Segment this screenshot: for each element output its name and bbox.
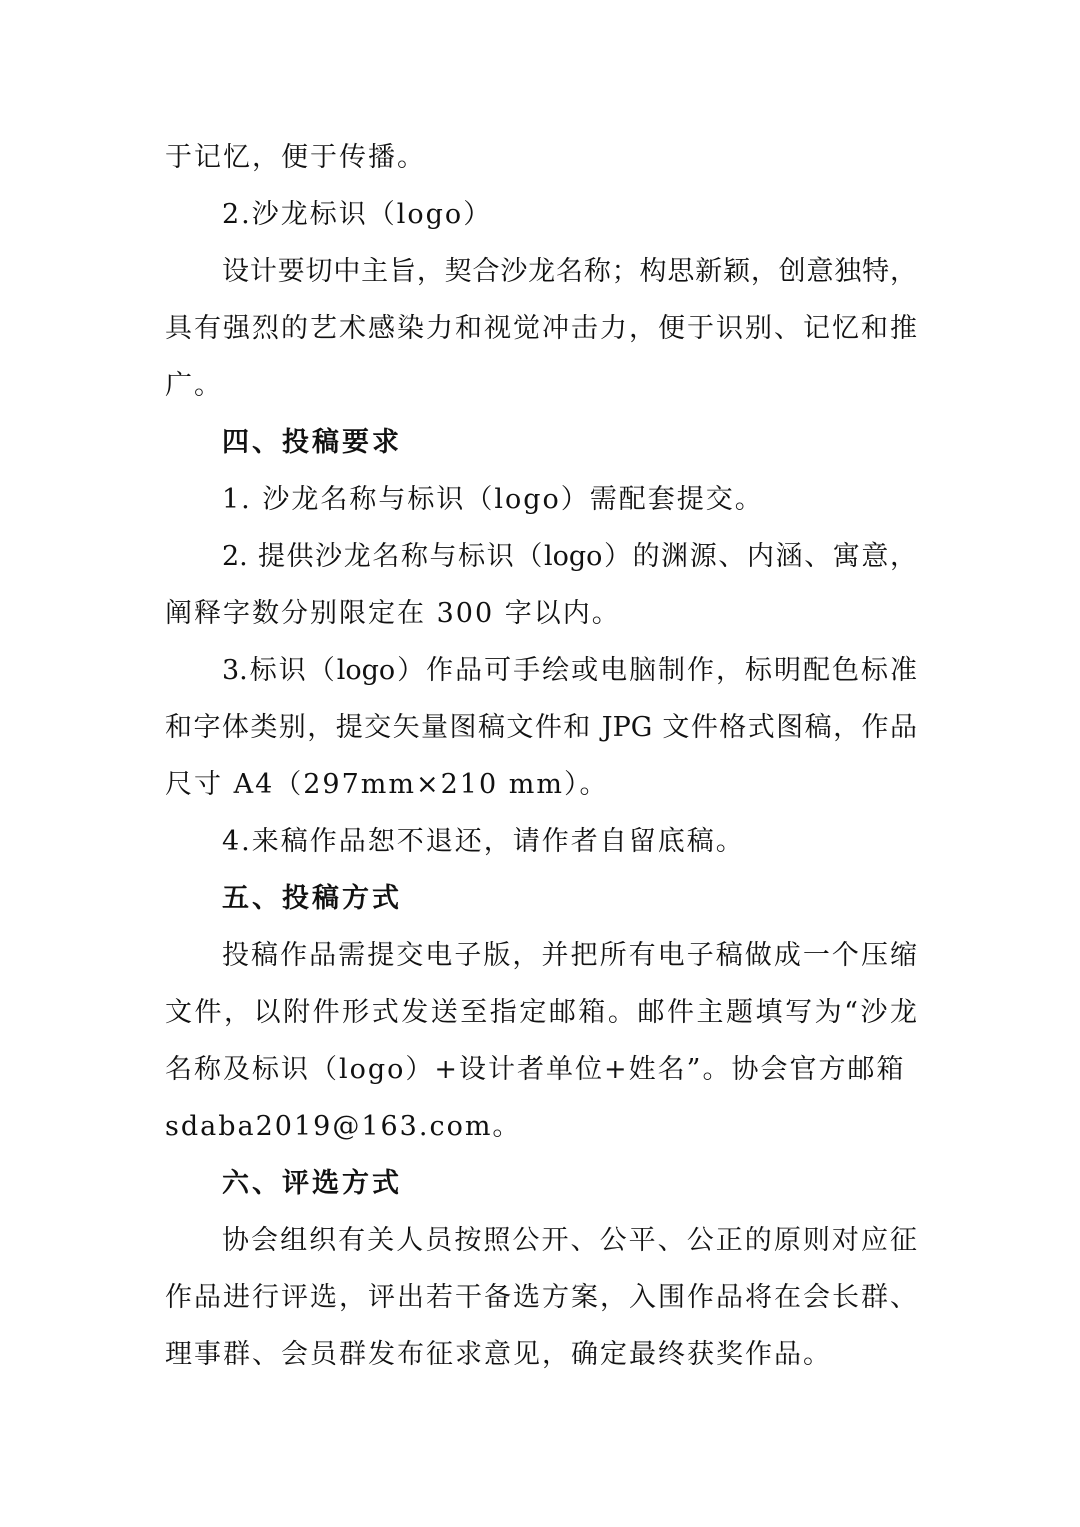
section-heading-submission-method: 五、投稿方式 — [222, 883, 402, 914]
paragraph-line: 于记忆，便于传播。 — [165, 142, 426, 173]
section-heading-submission-requirements: 四、投稿要求 — [222, 427, 402, 458]
paragraph-line: 协会组织有关人员按照公开、公平、公正的原则对应征 — [222, 1225, 917, 1256]
paragraph-line: 广。 — [165, 370, 223, 401]
paragraph-line: 尺寸 A4（297mm×210 mm）。 — [165, 769, 609, 800]
section-heading-selection-method: 六、评选方式 — [222, 1168, 402, 1199]
paragraph-line: 作品进行评选，评出若干备选方案，入围作品将在会长群、 — [165, 1282, 917, 1313]
paragraph-line: 投稿作品需提交电子版，并把所有电子稿做成一个压缩 — [222, 940, 917, 971]
paragraph-line: 和字体类别，提交矢量图稿文件和 JPG 文件格式图稿，作品 — [165, 712, 917, 743]
list-item: 4.来稿作品恕不退还，请作者自留底稿。 — [222, 826, 745, 857]
list-item: 2. 提供沙龙名称与标识（logo）的渊源、内涵、寓意， — [222, 541, 917, 572]
list-item: 1. 沙龙名称与标识（logo）需配套提交。 — [222, 484, 764, 515]
paragraph-line: 具有强烈的艺术感染力和视觉冲击力，便于识别、记忆和推 — [165, 313, 917, 344]
subsection-heading-logo: 2.沙龙标识（logo） — [222, 199, 493, 230]
email-address: sdaba2019@163.com。 — [165, 1111, 522, 1142]
paragraph-line: 设计要切中主旨，契合沙龙名称；构思新颖，创意独特， — [222, 256, 917, 287]
list-item: 3.标识（logo）作品可手绘或电脑制作，标明配色标准 — [222, 655, 917, 686]
paragraph-line: 理事群、会员群发布征求意见，确定最终获奖作品。 — [165, 1339, 832, 1370]
paragraph-line: 阐释字数分别限定在 300 字以内。 — [165, 598, 621, 629]
paragraph-line: 名称及标识（logo）+设计者单位+姓名”。协会官方邮箱 — [165, 1054, 906, 1085]
paragraph-line: 文件，以附件形式发送至指定邮箱。邮件主题填写为“沙龙 — [165, 997, 917, 1028]
